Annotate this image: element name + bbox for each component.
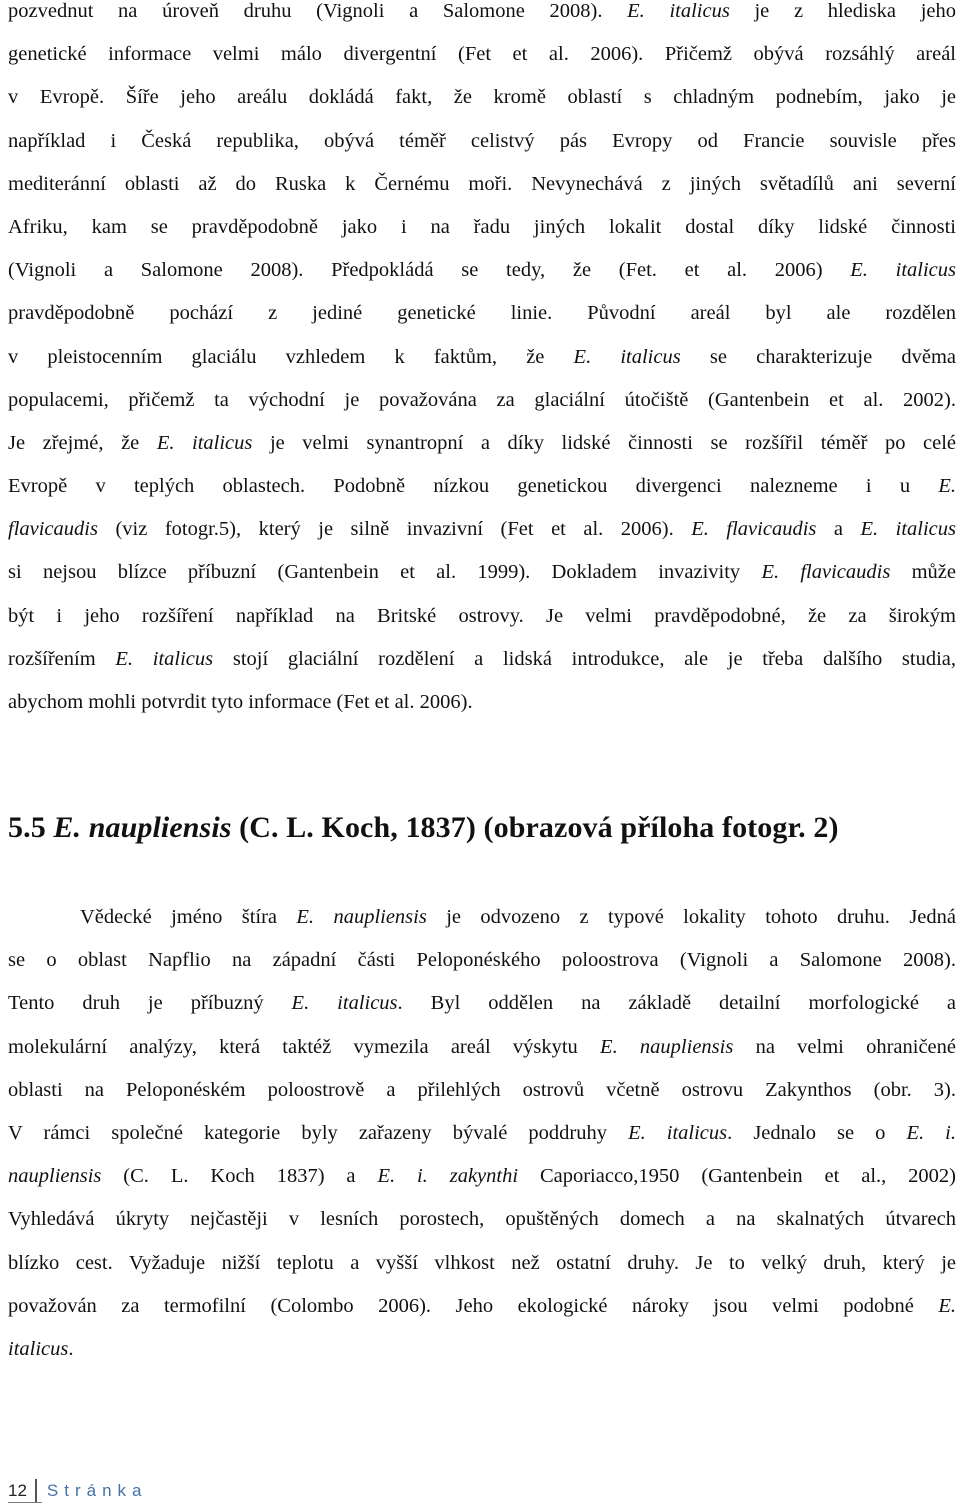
text-line: Evropě v teplých oblastech. Podobně nízkou genetickou divergenci nalezneme i u E. — [8, 475, 956, 498]
text-line: v pleistocenním glaciálu vzhledem k faktům, že E. italicus se charakterizuje dvěma — [8, 345, 956, 368]
text-line: abychom mohli potvrdit tyto informace (Fet et al. 2006). — [8, 691, 473, 713]
text-line: například i Česká republika, obývá téměř celistvý pás Evropy od Francie souvisle přes — [8, 129, 956, 152]
text-line: mediteránní oblasti až do Ruska k Černému moři. Nevynechává z jiných světadílů ani severní — [8, 172, 956, 195]
footer-rule — [8, 1502, 42, 1503]
text-line: Vyhledává úkryty nejčastěji v lesních porostech, opuštěných domech a na skalnatých útvarech — [8, 1208, 956, 1231]
text-line: genetické informace velmi málo divergentní (Fet et al. 2006). Přičemž obývá rozsáhlý areál — [8, 43, 956, 66]
text-line: si nejsou blízce příbuzní (Gantenbein et al. 1999). Dokladem invazivity E. flavicaudis může — [8, 561, 956, 584]
text-line: oblasti na Peloponéském poloostrově a přilehlých ostrovů včetně ostrovu Zakynthos (obr. 3). — [8, 1078, 956, 1101]
section-species: E. naupliensis — [53, 811, 232, 844]
text-line: Vědecké jméno štíra E. naupliensis je odvozeno z typové lokality tohoto druhu. Jedná — [80, 906, 956, 928]
text-line: pravděpodobně pochází z jediné genetické linie. Původní areál byl ale rozdělen — [8, 302, 956, 325]
footer-divider — [35, 1479, 37, 1503]
text-line: se o oblast Napflio na západní části Peloponéského poloostrova (Vignoli a Salomone 2008). — [8, 949, 956, 972]
paragraph-naupliensis — [8, 896, 956, 1371]
section-number: 5.5 — [8, 811, 54, 844]
page-footer — [8, 1478, 148, 1504]
text-line: flavicaudis (viz fotogr.5), který je silně invazivní (Fet et al. 2006). E. flavicaudis a E. italicus — [8, 518, 956, 541]
text-line: (Vignoli a Salomone 2008). Předpokládá se tedy, že (Fet. et al. 2006) E. italicus — [8, 259, 956, 282]
page-number: 12 — [8, 1481, 27, 1500]
text-line: populacemi, přičemž ta východní je považována za glaciální útočiště (Gantenbein et al. 2002). — [8, 388, 956, 411]
section-heading — [8, 806, 839, 849]
text-line: V rámci společné kategorie byly zařazeny bývalé poddruhy E. italicus. Jednalo se o E. i. — [8, 1121, 956, 1144]
page-label: Stránka — [46, 1481, 148, 1500]
text-line: italicus. — [8, 1337, 74, 1360]
text-line: považován za termofilní (Colombo 2006). Jeho ekologické nároky jsou velmi podobné E. — [8, 1294, 956, 1317]
text-line: naupliensis (C. L. Koch 1837) a E. i. zakynthi Caporiacco,1950 (Gantenbein et al., 2002) — [8, 1165, 957, 1188]
text-line: Afriku, kam se pravděpodobně jako i na řadu jiných lokalit dostal díky lidské činnosti — [8, 215, 956, 238]
text-line: rozšířením E. italicus stojí glaciální rozdělení a lidská introdukce, ale je třeba dalšího studia, — [8, 647, 957, 670]
text-line: být i jeho rozšíření například na Britské ostrovy. Je velmi pravděpodobné, že za širokým — [8, 604, 956, 627]
text-line: Tento druh je příbuzný E. italicus. Byl oddělen na základě detailní morfologické a — [8, 992, 956, 1015]
text-line: pozvednut na úroveň druhu (Vignoli a Salomone 2008). E. italicus je z hlediska jeho — [8, 0, 956, 22]
text-line: v Evropě. Šíře jeho areálu dokládá fakt, že kromě oblastí s chladným podnebím, jako je — [8, 86, 956, 109]
paragraph-distribution — [8, 0, 956, 724]
text-line: blízko cest. Vyžaduje nižší teplotu a vyšší vlhkost než ostatní druhy. Je to velký druh, který je — [8, 1251, 956, 1274]
section-heading-rest: (C. L. Koch, 1837) (obrazová příloha fotogr. 2) — [231, 811, 839, 844]
text-line: Je zřejmé, že E. italicus je velmi synantropní a díky lidské činnosti se rozšířil téměř po celé — [8, 431, 956, 454]
text-line: molekulární analýzy, která taktéž vymezila areál výskytu E. naupliensis na velmi ohraničené — [8, 1035, 956, 1058]
